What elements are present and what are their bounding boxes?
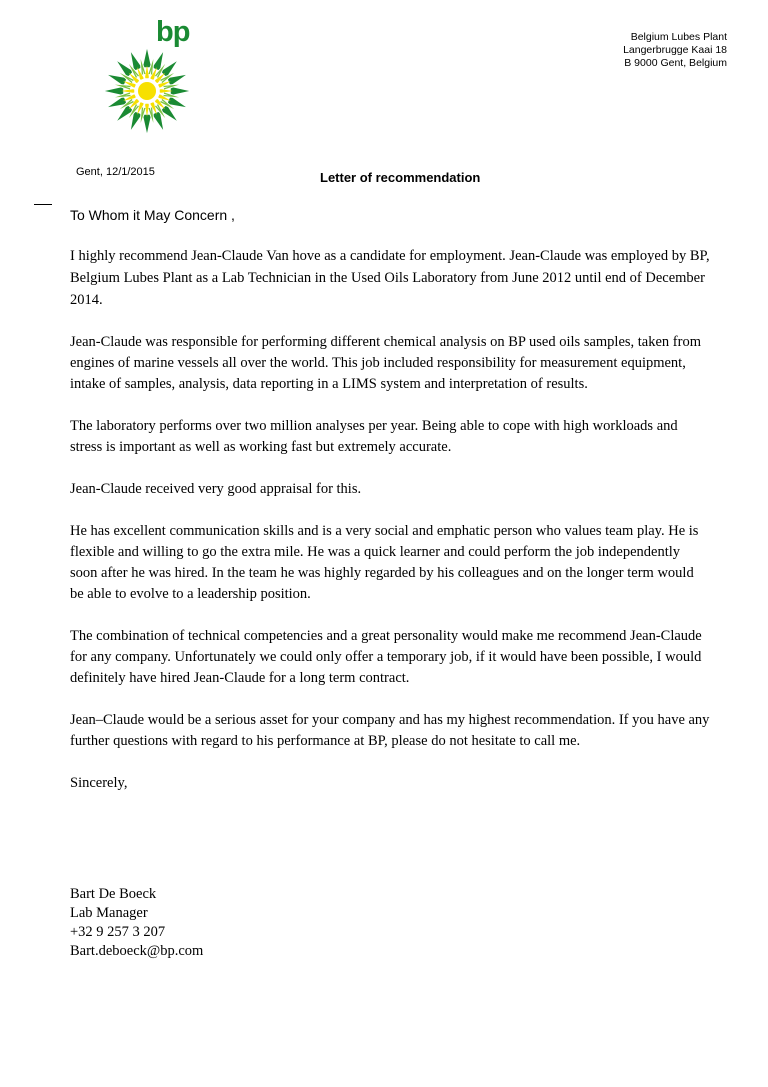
signer-name: Bart De Boeck [70, 886, 157, 902]
letter-date: Gent, 12/1/2015 [76, 166, 155, 178]
address-line: Belgium Lubes Plant [630, 31, 727, 43]
signature-block [70, 885, 203, 961]
paragraph: I highly recommend Jean-Claude Van hove as a candidate for employment. Jean-Claude was employed by BP, Belgium Lubes Plant as a Lab Technician in the Used Oils Laboratory from June 2012 until end of December 2014. [70, 248, 710, 308]
brand-wordmark: bp [156, 16, 190, 48]
logo-petal [143, 49, 151, 67]
paragraph: He has excellent communication skills and is a very social and emphatic person who values team play. He is flexible and willing to go the extra mile. He was a quick learner and could perform the job independently soon after he was hired. In the team he was highly regarded by his colleagues and on the longer term would be able to evolve to a leadership position. [70, 523, 699, 602]
signer-phone: +32 9 257 3 207 [70, 924, 166, 940]
paragraph: The combination of technical competencies and a great personality would make me recommend Jean-Claude for any company. Unfortunately we could only offer a temporary job, if it would have been possible, I would definitely have hired Jean-Claude for a long term contract. [70, 628, 702, 686]
signer-role: Lab Manager [70, 905, 148, 921]
closing: Sincerely, [70, 775, 128, 791]
margin-mark [34, 204, 52, 205]
logo-petal [171, 87, 189, 95]
letter-title: Letter of recommendation [320, 170, 481, 185]
letter-body [70, 245, 710, 815]
salutation: To Whom it May Concern , [70, 207, 235, 223]
company-address [623, 31, 727, 70]
bp-helios-logo-icon [104, 48, 190, 134]
paragraph: The laboratory performs over two million analyses per year. Being able to cope with high workloads and stress is important as well as working fast but extremely accurate. [70, 418, 678, 455]
logo-petal [143, 115, 151, 133]
logo-petal [105, 87, 123, 95]
address-line: B 9000 Gent, Belgium [624, 57, 727, 69]
signer-email: Bart.deboeck@bp.com [70, 943, 204, 959]
paragraph: Jean-Claude received very good appraisal for this. [70, 481, 362, 497]
paragraph: Jean-Claude was responsible for performing different chemical analysis on BP used oils samples, taken from engines of marine vessels all over the world. This job included responsibility for measurement equipment, intake of samples, analysis, data reporting in a LIMS system and interpretation of results. [70, 334, 701, 392]
address-line: Langerbrugge Kaai 18 [623, 44, 727, 56]
paragraph: Jean–Claude would be a serious asset for your company and has my highest recommendation. If you have any further questions with regard to his performance at BP, please do not hesitate to call me. [70, 712, 710, 749]
